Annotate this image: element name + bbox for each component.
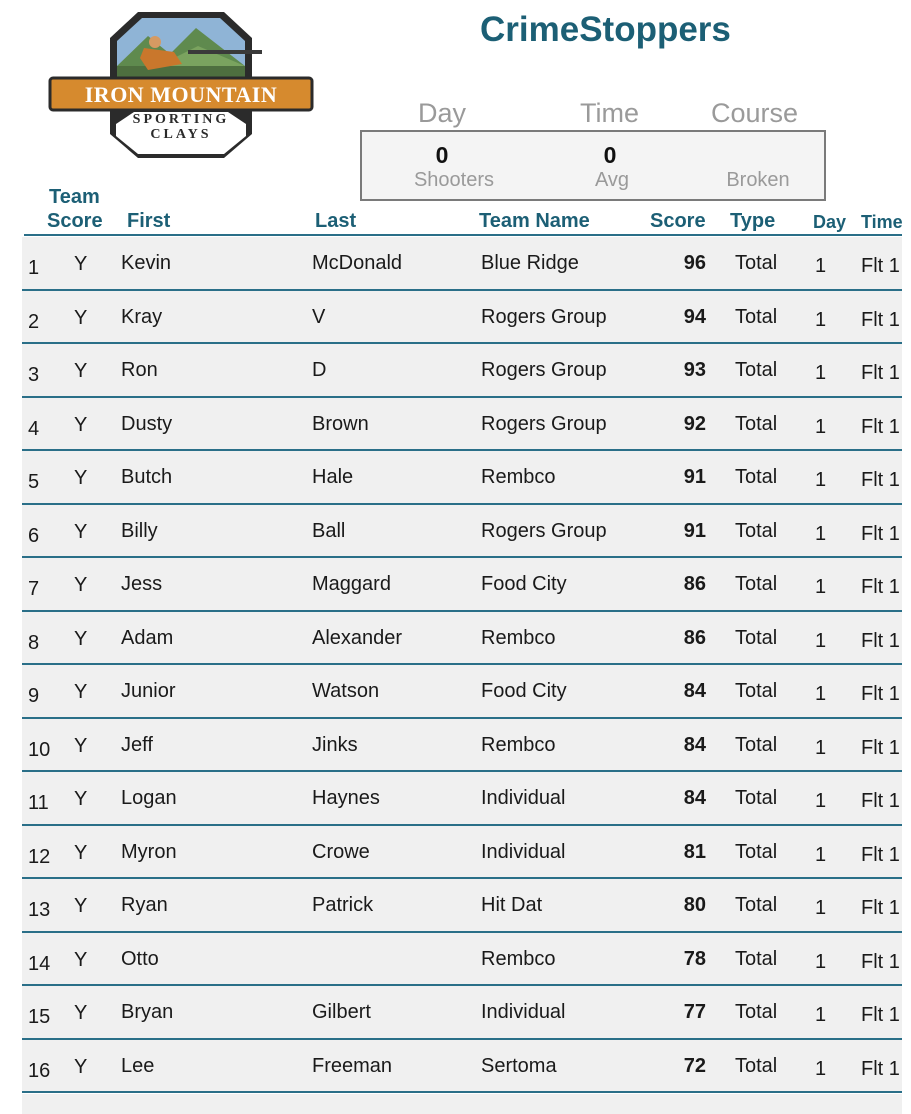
col-team-name: Team Name [479, 210, 590, 232]
table-row [22, 291, 902, 345]
rank-cell: 2 [28, 310, 40, 333]
first-name-cell: Butch [121, 466, 173, 488]
col-first: First [127, 210, 171, 232]
first-name-cell: Jess [121, 573, 163, 595]
rank-cell: 11 [28, 792, 49, 814]
col-team-score-line2: Score [47, 210, 103, 232]
last-name-cell: McDonald [312, 252, 403, 274]
team-score-cell: Y [74, 253, 88, 275]
time-cell: Flt 1 [861, 736, 900, 759]
first-name-cell: Ron [121, 359, 158, 381]
last-name-cell: Watson [312, 680, 380, 702]
table-row [22, 986, 902, 1040]
team-score-cell: Y [74, 467, 88, 489]
day-cell: 1 [815, 362, 827, 384]
rank-cell: 1 [28, 257, 40, 279]
score-cell: 80 [683, 894, 706, 916]
last-name-cell: V [312, 305, 326, 328]
broken-label: Broken [726, 169, 790, 191]
rank-cell: 8 [28, 631, 40, 654]
rank-cell: 10 [28, 738, 51, 761]
time-label: Time [580, 98, 639, 128]
type-cell: Total [735, 733, 778, 756]
score-cell: 84 [683, 787, 706, 809]
team-score-cell: Y [74, 1055, 88, 1078]
last-name-cell: Alexander [312, 626, 403, 649]
day-cell: 1 [815, 790, 827, 812]
team-score-cell: Y [74, 413, 88, 436]
table-row [22, 879, 902, 933]
time-cell: Flt 1 [861, 683, 900, 705]
score-cell: 72 [683, 1054, 706, 1077]
time-cell: Flt 1 [861, 415, 900, 438]
team-name-cell: Rogers Group [481, 519, 607, 542]
day-cell: 1 [815, 683, 827, 705]
last-name-cell: Brown [312, 412, 369, 435]
score-cell: 81 [683, 840, 706, 863]
rank-cell: 4 [28, 417, 40, 440]
type-cell: Total [735, 894, 778, 916]
team-name-cell: Rembco [481, 947, 556, 970]
type-cell: Total [735, 359, 778, 381]
first-name-cell: Bryan [121, 1001, 174, 1023]
last-name-cell: D [312, 359, 327, 381]
last-name-cell: Hale [312, 466, 354, 488]
team-score-cell: Y [74, 627, 88, 650]
time-cell: Flt 1 [861, 1004, 900, 1026]
table-row [22, 826, 902, 880]
table-row [22, 719, 902, 773]
time-cell: Flt 1 [861, 522, 900, 545]
time-cell: Flt 1 [861, 1057, 900, 1080]
results-table [22, 237, 902, 1093]
team-name-cell: Blue Ridge [481, 252, 579, 274]
score-cell: 78 [683, 947, 706, 970]
team-name-cell: Rembco [481, 466, 556, 488]
shooters-label: Shooters [413, 169, 495, 191]
type-cell: Total [735, 252, 778, 274]
first-name-cell: Adam [121, 626, 174, 649]
day-cell: 1 [815, 469, 827, 491]
avg-value: 0 [603, 142, 617, 168]
rank-cell: 6 [28, 524, 40, 547]
rank-cell: 13 [28, 899, 51, 921]
time-cell: Flt 1 [861, 950, 900, 973]
day-cell: 1 [815, 1057, 827, 1080]
score-cell: 91 [683, 466, 706, 488]
table-row [22, 398, 902, 452]
table-row [22, 237, 902, 291]
time-cell: Flt 1 [861, 255, 900, 277]
col-time: Time [861, 212, 903, 232]
score-cell: 93 [683, 359, 706, 381]
type-cell: Total [735, 412, 778, 435]
logo-text-clays: CLAYS [150, 127, 212, 142]
team-name-cell: Individual [481, 840, 566, 863]
time-cell: Flt 1 [861, 362, 900, 384]
first-name-cell: Ryan [121, 894, 168, 916]
team-name-cell: Rogers Group [481, 305, 607, 328]
type-cell: Total [735, 626, 778, 649]
day-cell: 1 [815, 308, 827, 331]
first-name-cell: Billy [121, 519, 158, 542]
rank-cell: 16 [28, 1059, 51, 1082]
stats-box [360, 130, 826, 201]
table-row [22, 772, 902, 826]
team-score-cell: Y [74, 574, 88, 596]
type-cell: Total [735, 573, 778, 595]
day-cell: 1 [815, 736, 827, 759]
team-score-cell: Y [74, 948, 88, 971]
rank-cell: 14 [28, 952, 51, 975]
rank-cell: 15 [28, 1006, 51, 1028]
score-cell: 84 [683, 680, 706, 702]
team-name-cell: Individual [481, 1001, 566, 1023]
last-name-cell: Maggard [312, 573, 391, 595]
time-cell: Flt 1 [861, 469, 900, 491]
table-row [22, 344, 902, 398]
type-cell: Total [735, 466, 778, 488]
first-name-cell: Myron [121, 840, 177, 863]
last-name-cell: Freeman [312, 1054, 393, 1077]
score-cell: 86 [683, 573, 706, 595]
type-cell: Total [735, 840, 778, 863]
col-team-score-line1: Team [49, 186, 100, 208]
table-row [22, 933, 902, 987]
day-cell: 1 [815, 255, 827, 277]
team-score-cell: Y [74, 895, 88, 917]
logo-text-sporting: SPORTING [132, 112, 230, 127]
rank-cell: 7 [28, 578, 40, 600]
col-type: Type [730, 210, 776, 232]
table-row [22, 558, 902, 612]
team-name-cell: Rogers Group [481, 412, 607, 435]
table-row [22, 451, 902, 505]
rank-cell: 9 [28, 685, 40, 707]
last-name-cell: Haynes [312, 787, 380, 809]
rank-cell: 3 [28, 364, 40, 386]
day-cell: 1 [815, 629, 827, 652]
first-name-cell: Kray [121, 305, 163, 328]
score-cell: 96 [683, 252, 706, 274]
team-score-cell: Y [74, 734, 88, 757]
team-score-cell: Y [74, 1002, 88, 1024]
table-row [22, 612, 902, 666]
last-name-cell: Ball [312, 519, 346, 542]
type-cell: Total [735, 787, 778, 809]
day-cell: 1 [815, 576, 827, 598]
type-cell: Total [735, 1054, 778, 1077]
table-row [22, 1040, 902, 1094]
last-name-cell: Crowe [312, 840, 370, 863]
first-name-cell: Logan [121, 787, 177, 809]
day-cell: 1 [815, 415, 827, 438]
first-name-cell: Junior [121, 680, 176, 702]
avg-label: Avg [594, 169, 630, 191]
shooters-value: 0 [435, 142, 449, 168]
type-cell: Total [735, 305, 778, 328]
team-name-cell: Sertoma [481, 1054, 557, 1077]
team-score-cell: Y [74, 306, 88, 329]
day-cell: 1 [815, 1004, 827, 1026]
score-cell: 92 [683, 412, 706, 435]
col-last: Last [315, 210, 357, 232]
table-row [22, 505, 902, 559]
team-score-cell: Y [74, 841, 88, 864]
score-cell: 91 [683, 519, 706, 542]
table-row-partial [22, 1094, 902, 1114]
day-cell: 1 [815, 950, 827, 973]
team-name-cell: Individual [481, 787, 566, 809]
course-label: Course [711, 98, 799, 128]
table-row [22, 665, 902, 719]
day-cell: 1 [815, 522, 827, 545]
last-name-cell: Jinks [312, 733, 358, 756]
score-cell: 86 [683, 626, 706, 649]
col-day: Day [813, 212, 847, 232]
type-cell: Total [735, 519, 778, 542]
time-cell: Flt 1 [861, 790, 900, 812]
type-cell: Total [735, 680, 778, 702]
iron-mountain-logo [48, 8, 314, 162]
first-name-cell: Jeff [121, 733, 153, 756]
team-name-cell: Food City [481, 680, 567, 702]
first-name-cell: Kevin [121, 252, 172, 274]
team-name-cell: Rembco [481, 626, 556, 649]
time-cell: Flt 1 [861, 897, 900, 919]
day-cell: 1 [815, 897, 827, 919]
score-cell: 94 [683, 305, 706, 328]
score-cell: 77 [683, 1001, 706, 1023]
last-name-cell: Gilbert [312, 1001, 371, 1023]
rank-cell: 5 [28, 471, 40, 493]
time-cell: Flt 1 [861, 629, 900, 652]
first-name-cell: Lee [121, 1054, 155, 1077]
type-cell: Total [735, 947, 778, 970]
time-cell: Flt 1 [861, 843, 900, 866]
day-label: Day [418, 98, 467, 128]
type-cell: Total [735, 1001, 778, 1023]
team-score-cell: Y [74, 520, 88, 543]
first-name-cell: Otto [121, 947, 159, 970]
team-name-cell: Rogers Group [481, 359, 607, 381]
last-name-cell: Patrick [312, 894, 374, 916]
day-cell: 1 [815, 843, 827, 866]
time-cell: Flt 1 [861, 308, 900, 331]
team-score-cell: Y [74, 360, 88, 382]
rank-cell: 12 [28, 845, 51, 868]
logo-text-main: IRON MOUNTAIN [84, 82, 278, 107]
team-name-cell: Hit Dat [481, 894, 543, 916]
team-score-cell: Y [74, 788, 88, 810]
header-rule [24, 234, 902, 236]
score-cell: 84 [683, 733, 706, 756]
first-name-cell: Dusty [121, 412, 173, 435]
team-score-cell: Y [74, 681, 88, 703]
team-name-cell: Food City [481, 573, 567, 595]
time-cell: Flt 1 [861, 576, 900, 598]
page-title: CrimeStoppers [480, 10, 731, 49]
team-name-cell: Rembco [481, 733, 556, 756]
col-score: Score [650, 210, 706, 232]
